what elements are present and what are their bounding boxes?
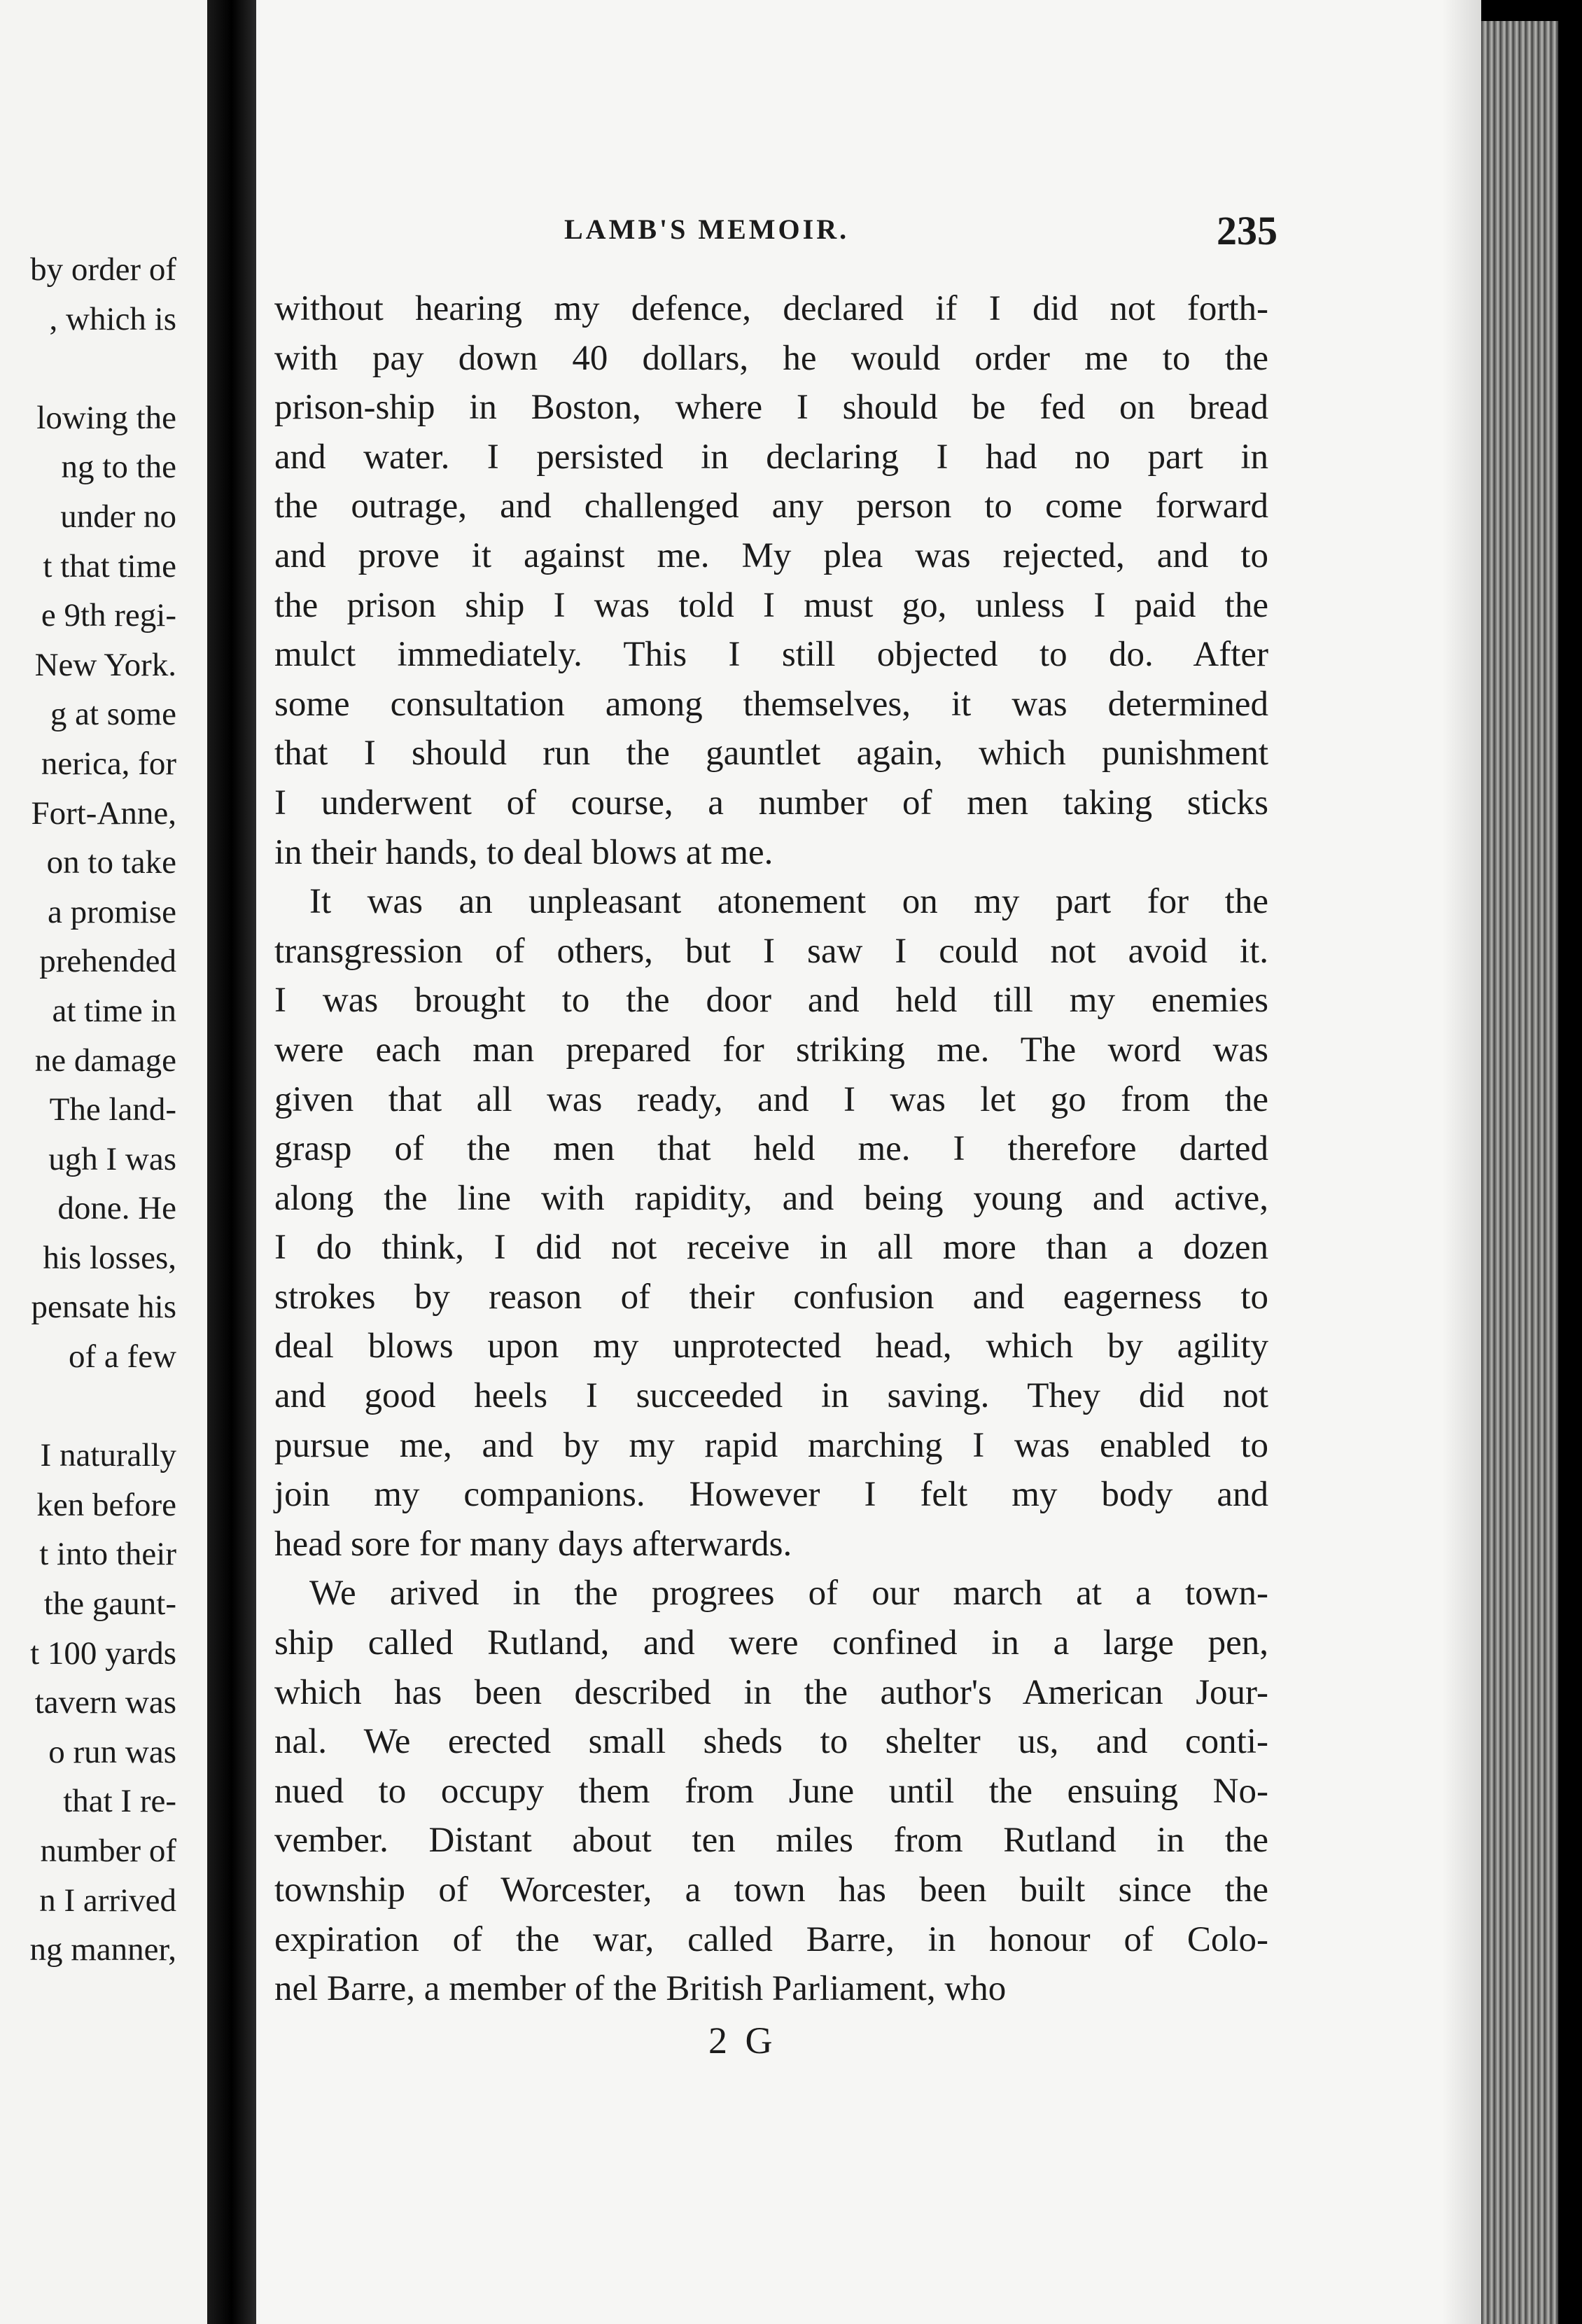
facing-page-line: ugh I was	[48, 1140, 176, 1177]
book-gutter	[207, 0, 256, 2324]
text-line: pursue me, and by my rapid marching I was enabled to	[274, 1425, 1268, 1465]
facing-page-line: done. He	[57, 1190, 176, 1227]
text-line: mulct immediately. This I still objected to do. After	[274, 635, 1268, 675]
facing-page-line: e 9th regi-	[41, 597, 176, 634]
running-head: LAMB'S MEMOIR.	[564, 214, 850, 245]
text-line: along the line with rapidity, and being young and active,	[274, 1178, 1268, 1218]
facing-page-text	[29, 245, 176, 1975]
facing-page-line: by order of	[30, 251, 176, 288]
facing-page-line: t 100 yards	[30, 1634, 176, 1672]
paragraph	[274, 877, 1268, 1569]
text-line: I do think, I did not receive in all more than a dozen	[274, 1228, 1268, 1268]
text-line: township of Worcester, a town has been built since the	[274, 1870, 1268, 1910]
facing-page-line	[29, 1382, 176, 1432]
facing-page-line: ng manner,	[29, 1931, 176, 1968]
page-number: 235	[1217, 208, 1278, 253]
facing-page-line: n I arrived	[39, 1882, 176, 1919]
text-line: nal. We erected small sheds to shelter us, and conti-	[274, 1722, 1268, 1762]
text-line: and prove it against me. My plea was rejected, and to	[274, 536, 1268, 575]
text-line: the outrage, and challenged any person to come forward	[274, 486, 1268, 526]
facing-page-line: I naturally	[40, 1437, 176, 1474]
page-body-text	[274, 284, 1268, 2014]
paragraph	[274, 1569, 1268, 2013]
text-line: I underwent of course, a number of men taking sticks	[274, 783, 1268, 822]
facing-page-line: at time in	[52, 992, 176, 1029]
text-line: and water. I persisted in declaring I had no part in	[274, 437, 1268, 477]
text-line: nued to occupy them from June until the ensuing No-	[274, 1771, 1268, 1811]
facing-page-line: lowing the	[36, 399, 176, 436]
facing-page-line: pensate his	[31, 1289, 176, 1326]
text-line: with pay down 40 dollars, he would order me to the	[274, 338, 1268, 378]
facing-page-line: The land-	[49, 1091, 176, 1128]
facing-page-line: of a few	[69, 1338, 176, 1376]
text-line: vember. Distant about ten miles from Rutland in the	[274, 1821, 1268, 1861]
text-line: which has been described in the author's American Jour-	[274, 1672, 1268, 1712]
facing-page-line: prehended	[39, 943, 176, 980]
text-line: nel Barre, a member of the British Parliament, who	[274, 1969, 1007, 2009]
text-line: given that all was ready, and I was let go from the	[274, 1079, 1268, 1119]
facing-page-line: ne damage	[34, 1042, 176, 1079]
facing-page-line: Fort-Anne,	[31, 794, 176, 832]
text-line: We arived in the progrees of our march at a town-	[309, 1574, 1268, 1614]
facing-page-line: tavern was	[34, 1684, 176, 1721]
facing-page-line: nerica, for	[41, 745, 176, 782]
facing-page-line: ken before	[36, 1486, 176, 1523]
facing-page-line: the gaunt-	[43, 1586, 176, 1623]
facing-page-left	[0, 0, 207, 2324]
text-line: It was an unpleasant atonement on my part for the	[309, 882, 1268, 922]
signature-mark: 2 G	[708, 2019, 777, 2062]
facing-page-line: under no	[60, 498, 176, 535]
facing-page-line: number of	[40, 1833, 176, 1869]
facing-page-line: a promise	[47, 893, 176, 930]
text-line: expiration of the war, called Barre, in honour of Colo-	[274, 1919, 1268, 1959]
text-line: transgression of others, but I saw I could not avoid it.	[274, 931, 1268, 971]
text-line: that I should run the gauntlet again, which punishment	[274, 734, 1268, 774]
text-line: were each man prepared for striking me. The word was	[274, 1030, 1268, 1070]
facing-page-line: t that time	[43, 547, 176, 584]
text-line: strokes by reason of their confusion and eagerness to	[274, 1277, 1268, 1317]
text-line: ship called Rutland, and were confined in a large pen,	[274, 1623, 1268, 1663]
text-line: head sore for many days afterwards.	[274, 1524, 792, 1564]
text-line: I was brought to the door and held till my enemies	[274, 981, 1268, 1021]
facing-page-line: ng to the	[61, 449, 176, 486]
text-line: prison-ship in Boston, where I should be fed on bread	[274, 388, 1268, 428]
facing-page-line: his losses,	[43, 1239, 176, 1276]
facing-page-line: that I re-	[63, 1783, 176, 1820]
facing-page-line: , which is	[49, 300, 176, 337]
background-edge	[1558, 0, 1582, 2324]
text-line: deal blows upon my unprotected head, which by agility	[274, 1326, 1268, 1366]
facing-page-line: New York.	[34, 646, 176, 683]
book-page	[256, 0, 1481, 2324]
paragraph	[274, 284, 1268, 877]
facing-page-line: o run was	[48, 1733, 176, 1770]
facing-page-line: on to take	[46, 844, 176, 881]
text-line: and good heels I succeeded in saving. They did not	[274, 1376, 1268, 1416]
text-line: some consultation among themselves, it was determined	[274, 684, 1268, 724]
facing-page-line	[29, 344, 176, 393]
text-line: without hearing my defence, declared if I did not forth-	[274, 289, 1268, 328]
facing-page-line: t into their	[39, 1536, 176, 1573]
text-line: join my companions. However I felt my body and	[274, 1475, 1268, 1515]
text-line: in their hands, to deal blows at me.	[274, 832, 774, 872]
text-line: the prison ship I was told I must go, unless I paid the	[274, 585, 1268, 625]
facing-page-line: g at some	[50, 696, 176, 733]
page-edges	[1481, 21, 1558, 2324]
page-curve-shadow	[1442, 0, 1484, 2324]
text-line: grasp of the men that held me. I therefore darted	[274, 1129, 1268, 1169]
page-header	[256, 207, 1278, 256]
